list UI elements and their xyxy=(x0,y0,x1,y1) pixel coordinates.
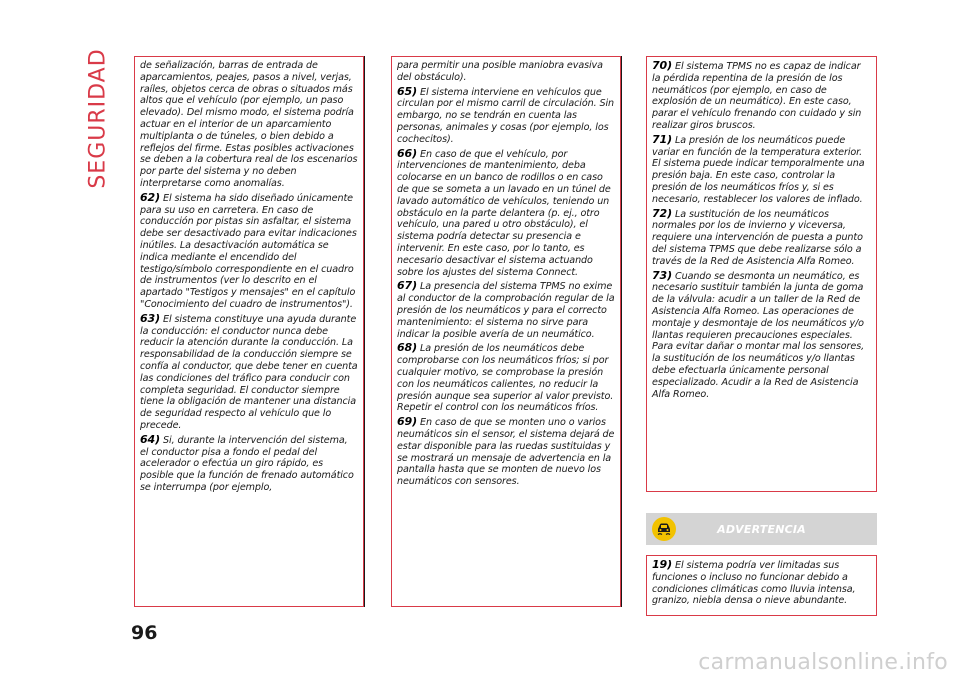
note-63: 63) El sistema constituye una ayuda durante la conducción: el conductor nunca debe reducir la atención durante la conducción. La responsabilidad de la conducción siempre se confía al conductor, que debe tener en cuenta las condiciones del tráfico para conducir con completa seguridad. El conductor siempre tiene la obligación de mantener una distancia de seguridad respecto al vehículo que lo precede. xyxy=(140,311,358,431)
note-65: 65) El sistema interviene en vehículos que circulan por el mismo carril de circulación. Sin embargo, no se tendrán en cuenta las personas, animales y cosas (por ejemplo, los cochecitos). xyxy=(397,84,615,145)
watermark: carmanualsonline.info xyxy=(698,650,948,675)
column-3 xyxy=(646,56,877,616)
page-number: 96 xyxy=(131,622,158,644)
column-1 xyxy=(134,56,365,607)
note-66: 66) En caso de que el vehículo, por intervenciones de mantenimiento, deba colocarse en un banco de rodillos o en caso de que se someta a un lavado en un túnel de lavado automático de vehículos, teniendo un obstáculo en la parte delantera (p. ej., otro vehículo, una pared u otro obstáculo), el sistema podría detectar su presencia e intervenir. En este caso, por lo tanto, es necesario desactivar el sistema actuando sobre los ajustes del sistema Connect. xyxy=(397,146,611,278)
note-73: 73) Cuando se desmonta un neumático, es necesario sustituir también la junta de goma de la válvula: acudir a un taller de la Red de Asistencia Alfa Romeo. Las operaciones de montaje y desmontaje de los neumáticos y/o llantas requieren precauciones especiales. Para evitar dañar o montar mal los sensores, la sustitución de los neumáticos y/o llantas debe efectuarla únicamente personal especializado. Acudir a la Red de Asistencia Alfa Romeo. xyxy=(652,268,865,400)
note-71: 71) La presión de los neumáticos puede variar en función de la temperatura exterior. El sistema puede indicar temporalmente una presión baja. En este caso, controlar la presión de los neumáticos fríos y, si es necesario, restablecer los valores de inflado. xyxy=(652,132,865,205)
notes-box-2 xyxy=(391,56,621,607)
section-tab xyxy=(78,47,118,189)
notes-box-3 xyxy=(646,56,877,492)
column-2 xyxy=(391,56,622,607)
note-67: 67) La presencia del sistema TPMS no exime al conductor de la comprobación regular de la presión de los neumáticos y para el correcto mantenimiento: el sistema no sirve para indicar la posible avería de un neumático. xyxy=(397,279,615,340)
warning-header xyxy=(646,513,877,545)
continued-text: para permitir una posible maniobra evasiva del obstáculo). xyxy=(397,60,603,83)
continued-text: de señalización, barras de entrada de aparcamientos, peajes, pasos a nivel, verjas, raíles, objetos cerca de obras o situados más altos que el vehículo (por ejemplo, un paso elevado). Del mismo modo, el sistema podría actuar en el interior de un aparcamiento multiplanta o de túneles, o bien debido a reflejos del firme. Estas posibles activaciones se deben a la cobertura real de los escenarios por parte del sistema y no deben interpretarse como anomalías. xyxy=(140,60,358,189)
warning-title: ADVERTENCIA xyxy=(717,522,806,536)
note-19: 19) El sistema podría ver limitadas sus funciones o incluso no funcionar debido a condiciones climáticas como lluvia intensa, granizo, niebla densa o nieve abundante. xyxy=(652,558,856,607)
note-69: 69) En caso de que se monten uno o varios neumáticos sin el sensor, el sistema dejará de estar disponible para las ruedas sustituidas y se mostrará un mensaje de advertencia en la pantalla hasta que se monten de nuevo los neumáticos con sensores. xyxy=(397,415,615,488)
warning-box xyxy=(646,555,877,616)
note-70: 70) El sistema TPMS no es capaz de indicar la pérdida repentina de la presión de los neumáticos (por ejemplo, en caso de explosión de un neumático). En este caso, parar el vehículo frenando con cuidado y sin realizar giros bruscos. xyxy=(652,59,862,131)
section-tab-label: SEGURIDAD xyxy=(85,47,111,189)
note-62: 62) El sistema ha sido diseñado únicamente para su uso en carretera. En caso de conducción por pistas sin asfaltar, el sistema debe ser desactivado para evitar indicaciones inútiles. La desactivación automática se indica mediante el encendido del testigo/símbolo correspondiente en el cuadro de instrumentos (ver lo descrito en el apartado "Testigos y mensajes" en el capítulo "Conocimiento del cuadro de instrumentos"). xyxy=(140,190,357,310)
note-64: 64) Si, durante la intervención del sistema, el conductor pisa a fondo el pedal del acelerador o efectúa un giro rápido, es posible que la función de frenado automático se interrumpa (por ejemplo, xyxy=(140,432,354,493)
notes-box-1 xyxy=(134,56,364,607)
note-72: 72) La sustitución de los neumáticos normales por los de invierno y viceversa, requiere una intervención de puesta a punto del sistema TPMS que debe realizarse sólo a través de la Red de Asistencia Alfa Romeo. xyxy=(652,206,863,267)
note-68: 68) La presión de los neumáticos debe comprobarse con los neumáticos fríos; si por cualquier motivo, se comprobase la presión con los neumáticos calientes, no reducir la presión aunque sea superior al valor previsto. Repetir el control con los neumáticos fríos. xyxy=(397,341,614,414)
